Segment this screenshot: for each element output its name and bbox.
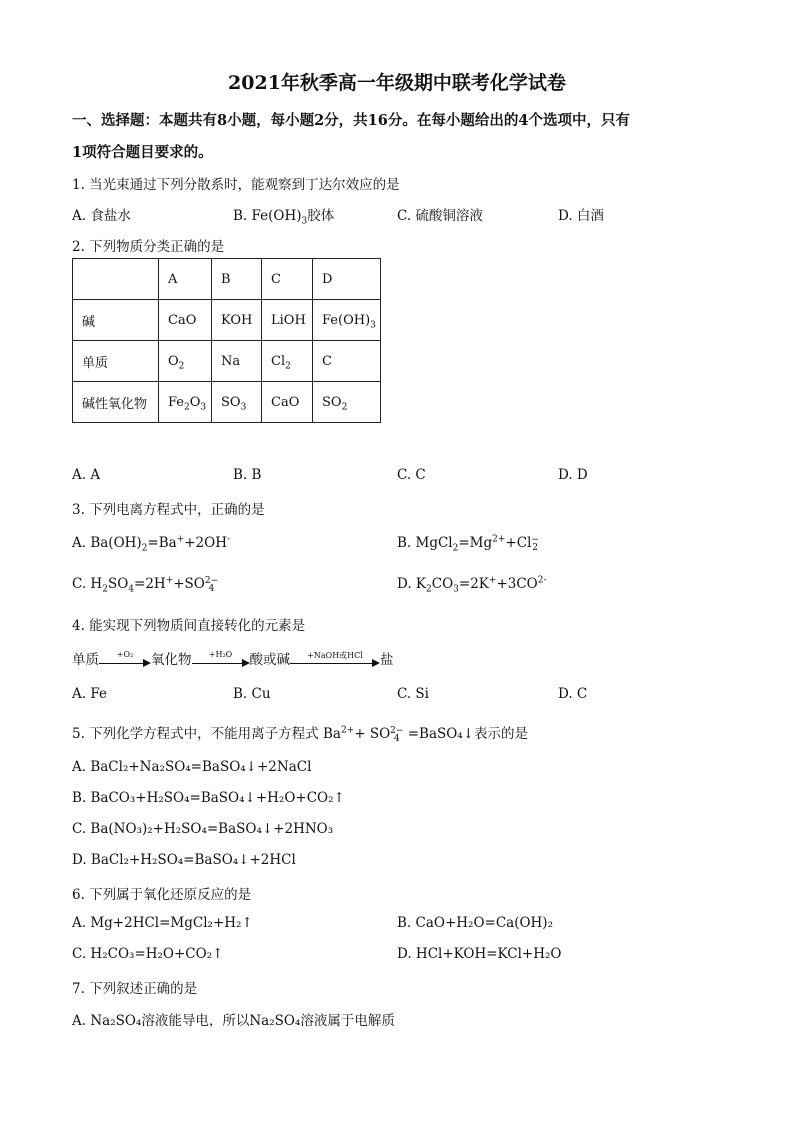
q1-option-c: C. 硫酸铜溶液 [397,208,483,224]
table-cell: 碱 [73,300,159,341]
table-cell: $Fe(OH)_3$ [313,300,381,341]
q1-option-b: B. $Fe(OH)_3$胶体 [233,208,335,227]
table-cell: LiOH [262,300,313,341]
section-instruction-line1: 一、选择题：本题共有8小题，每小题2分，共16分。在每小题给出的4个选项中，只有 [72,112,630,129]
table-cell: C [262,259,313,300]
reaction-arrow-icon: +NaOH或HCl [290,654,380,668]
table-cell: $Cl_2$ [262,341,313,382]
q5-option-d: D. BaCl₂+H₂SO₄=BaSO₄↓+2HCl [72,852,296,868]
table-cell: $SO_2$ [313,382,381,423]
conversion-chain [72,648,394,668]
reaction-arrow-icon: +O₂ [99,654,151,668]
q7-option-a: A. Na₂SO₄溶液能导电，所以Na₂SO₄溶液属于电解质 [72,1013,395,1029]
table-row [73,259,381,300]
chain-step: 单质 [72,652,99,668]
table-cell: A [159,259,212,300]
section-instruction-line2: 1项符合题目要求的。 [72,144,213,161]
table-cell: 单质 [73,341,159,382]
table-cell: CaO [159,300,212,341]
table-cell: D [313,259,381,300]
table-cell: 碱性氧化物 [73,382,159,423]
q6-option-c: C. H₂CO₃=H₂O+CO₂↑ [72,946,224,962]
table-row [73,341,381,382]
table-cell: KOH [212,300,262,341]
q3-option-a: A. $Ba(OH)_2=Ba^++2OH^-$ [72,534,231,554]
table-cell: Na [212,341,262,382]
table-cell: $O_2$ [159,341,212,382]
q4-option-d: D. C [558,686,588,702]
table-cell: $Fe_2O_3$ [159,382,212,423]
classification-table [72,258,381,423]
table-cell: C [313,341,381,382]
q4-option-a: A. Fe [72,686,107,702]
question-4-stem: 4. 能实现下列物质间直接转化的元素是 [72,618,306,634]
q2-option-c: C. C [397,467,426,483]
table-cell [73,259,159,300]
q6-option-a: A. Mg+2HCl=MgCl₂+H₂↑ [72,915,253,931]
question-7-stem: 7. 下列叙述正确的是 [72,981,198,997]
question-3-stem: 3. 下列电离方程式中，正确的是 [72,502,265,518]
table-cell: B [212,259,262,300]
q1-option-d: D. 白酒 [558,208,604,224]
q1-option-a: A. 食盐水 [72,208,131,224]
question-2-stem: 2. 下列物质分类正确的是 [72,239,225,255]
exam-title: 2021年秋季高一年级期中联考化学试卷 [228,72,566,94]
q5-option-c: C. Ba(NO₃)₂+H₂SO₄=BaSO₄↓+2HNO₃ [72,821,334,837]
q6-option-b: B. CaO+H₂O=Ca(OH)₂ [397,915,553,931]
q6-option-d: D. HCl+KOH=KCl+H₂O [397,946,562,962]
q3-option-d: D. $K_2CO_3=2K^++3CO^{2-}$ [397,575,547,595]
q3-option-b: B. $MgCl_2=Mg^{2+}+Cl-$ 2 [397,534,539,554]
reaction-arrow-icon: +H₂O [192,654,250,668]
q2-option-b: B. B [233,467,262,483]
table-row [73,300,381,341]
q5-option-a: A. BaCl₂+Na₂SO₄=BaSO₄↓+2NaCl [72,759,312,775]
q3-option-c: C. $H_2SO_4=2H^++SO2-$ 4 [72,575,219,595]
question-1-stem: 1. 当光束通过下列分散系时，能观察到丁达尔效应的是 [72,177,400,193]
question-5-stem: 5. 下列化学方程式中，不能用离子方程式 $Ba^{2+}+ SO2-$ 4 =BaSO₄↓表示的是 [72,725,529,744]
q2-option-a: A. A [72,467,101,483]
table-cell: CaO [262,382,313,423]
chain-step: 盐 [380,652,394,668]
q4-option-c: C. Si [397,686,429,702]
table-cell: $SO_3$ [212,382,262,423]
chain-step: 酸或碱 [249,652,290,668]
table-row [73,382,381,423]
q4-option-b: B. Cu [233,686,271,702]
question-6-stem: 6. 下列属于氧化还原反应的是 [72,887,252,903]
chain-step: 氧化物 [151,652,192,668]
q5-option-b: B. BaCO₃+H₂SO₄=BaSO₄↓+H₂O+CO₂↑ [72,790,345,806]
q2-option-d: D. D [558,467,588,483]
